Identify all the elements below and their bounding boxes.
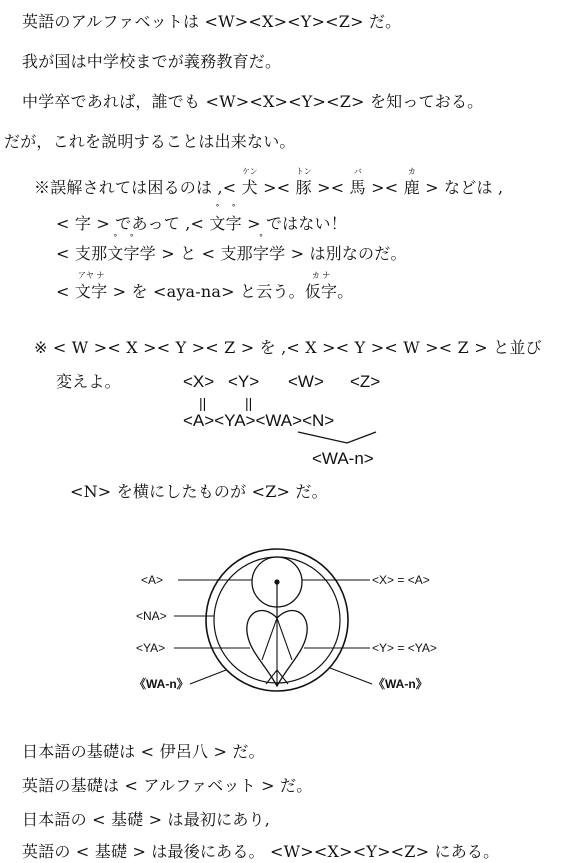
furigana: バ (353, 167, 362, 176)
furigana: アヤ ナ (77, 271, 105, 280)
note-text: >< (365, 178, 404, 197)
note-text: > ではない！ (241, 214, 347, 233)
merge-connector (298, 432, 376, 443)
text-line: 英語の基礎は < アルファベット > だ。 (22, 776, 313, 795)
note-text: 学 > と < 支那 (139, 244, 253, 263)
syllable-row: <A><YA><WA><N> (183, 411, 335, 430)
emphasis-dot: ° (231, 203, 236, 212)
note-text: 。 (337, 282, 354, 301)
kanji: 字 (225, 214, 242, 233)
text-line: 英語のアルファベットは <W><X><Y><Z> だ。 (22, 12, 402, 31)
note-text: >< (257, 178, 296, 197)
equals-mark: || (245, 395, 253, 411)
kanji: 馬 (349, 178, 366, 197)
note-text: < 字 > であって ,< (56, 214, 210, 233)
kanji: 文 (107, 244, 124, 263)
note-text: < (56, 282, 75, 301)
furigana: ケン (241, 167, 258, 176)
emphasis-dot: ° (129, 233, 134, 242)
text-line: 日本語の基礎は < 伊呂八 > だ。 (22, 742, 265, 761)
leader-wan-right (330, 668, 372, 684)
note-text: 学 > は別なのだ。 (269, 244, 407, 263)
furigana: トン (295, 167, 312, 176)
text-line: 我が国は中学校までが義務教育だ。 (22, 52, 282, 71)
label-wan-left: 《WA-n》 (134, 677, 189, 691)
emphasis-dot: ° (258, 233, 263, 242)
text-line: 日本語の < 基礎 > は最初にあり, (22, 810, 271, 829)
kanji: 鹿 (403, 178, 420, 197)
emphasis-dot: ° (113, 233, 118, 242)
note-line: 変えよ。 (56, 372, 121, 391)
caption: <N> を横にしたものが <Z> だ。 (70, 482, 328, 501)
syllable-wan: <WA-n> (312, 449, 374, 468)
kanji: 仮字 (304, 282, 338, 301)
label-ya: <YA> (136, 641, 166, 655)
text-line: 中学卒であれば，誰でも <W><X><Y><Z> を知っておる。 (22, 92, 484, 111)
label-wan-right: 《WA-n》 (373, 677, 428, 691)
letter-x: <X> (183, 372, 215, 391)
note-line: ※ < W >< X >< Y >< Z > を ,< X >< Y >< W >< Z > と並び (34, 338, 542, 357)
note-text: > を <aya-na> と云う。 (107, 282, 305, 301)
emphasis-dot: ° (215, 203, 220, 212)
kanji: 字 (123, 244, 140, 263)
label-a: <A> (141, 573, 164, 587)
furigana: カ ナ (311, 271, 331, 280)
inner-branches (262, 618, 292, 686)
kanji: 文 (209, 214, 226, 233)
label-na: <NA> (136, 609, 167, 623)
note-text: > などは , (419, 178, 504, 197)
leader-wan-left (190, 670, 226, 684)
note-text: >< (311, 178, 350, 197)
letter-z: <Z> (350, 372, 381, 391)
kanji: 字 (252, 244, 270, 263)
label-y-eq: <Y> = <YA> (372, 641, 437, 655)
text-line: 英語の < 基礎 > は最後にある。 <W><X><Y><Z> にある。 (22, 842, 500, 861)
note-text: < 支那 (56, 244, 108, 263)
label-x-eq: <X> = <A> (372, 573, 430, 587)
text-line: だが，これを説明することは出来ない。 (4, 132, 296, 151)
letter-w: <W> (288, 372, 324, 391)
furigana: カ (407, 167, 416, 176)
note-text: ※誤解されては困るのは ,< (34, 178, 242, 197)
equals-mark: || (199, 395, 207, 411)
kanji: 文字 (74, 282, 108, 301)
kanji: 犬 (241, 178, 258, 197)
kanji: 豚 (295, 178, 312, 197)
letter-y: <Y> (228, 372, 260, 391)
